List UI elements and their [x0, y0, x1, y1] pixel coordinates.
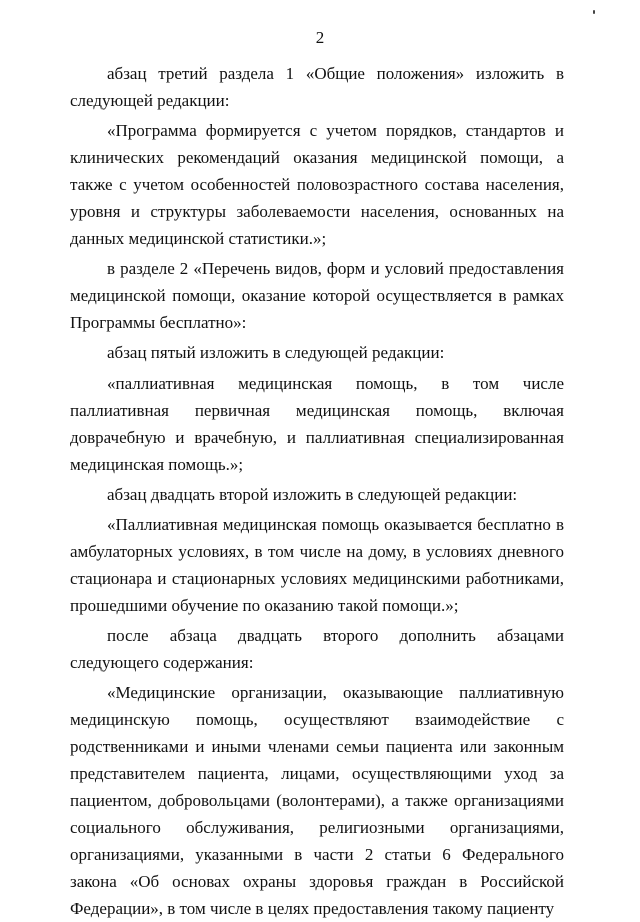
paragraph-2: «Программа формируется с учетом порядков, стандартов и клинических рекомендаций оказания медицинской помощи, а также с учетом особенностей половозрастного состава населения, уровня и структуры заболеваемости населения, основанных на данных медицинской статистики.»;	[70, 121, 564, 249]
page-number: 2	[315, 28, 325, 47]
paragraph-9: «Медицинские организации, оказывающие паллиативную медицинскую помощь, осуществляют взаимодействие с родственниками и иными членами семьи пациента или законным представителем пациента, лицами, осуществляющими уход за пациентом, добровольцами (волонтерами), а также организациями социального обслуживания, религиозными организациями, организациями, указанными в части 2 статьи 6 Федерального закона «Об основах охраны здоровья граждан в Российской Федерации», в том числе в целях предоставления такому пациенту	[70, 683, 564, 919]
paragraph-4: абзац пятый изложить в следующей редакции:	[107, 343, 445, 363]
paragraph-8: после абзаца двадцать второго дополнить абзацами следующего содержания:	[70, 625, 564, 672]
paragraph-1: абзац третий раздела 1 «Общие положения» изложить в следующей редакции:	[70, 64, 564, 111]
paragraph-3: в разделе 2 «Перечень видов, форм и условий предоставления медицинской помощи, оказание которой осуществляется в рамках Программы бесплатно»:	[70, 259, 564, 333]
document-body	[70, 60, 564, 922]
paragraph-6: абзац двадцать второй изложить в следующей редакции:	[107, 484, 518, 504]
scan-speck	[593, 10, 595, 14]
paragraph-5: «паллиативная медицинская помощь, в том числе паллиативная первичная медицинская помощь, включая доврачебную и врачебную, и паллиативная специализированная медицинская помощь.»;	[70, 373, 564, 474]
paragraph-7: «Паллиативная медицинская помощь оказывается бесплатно в амбулаторных условиях, в том числе на дому, в условиях дневного стационара и стационарных условиях медицинскими работниками, прошедшими обучение по оказанию такой помощи.»;	[70, 514, 564, 615]
